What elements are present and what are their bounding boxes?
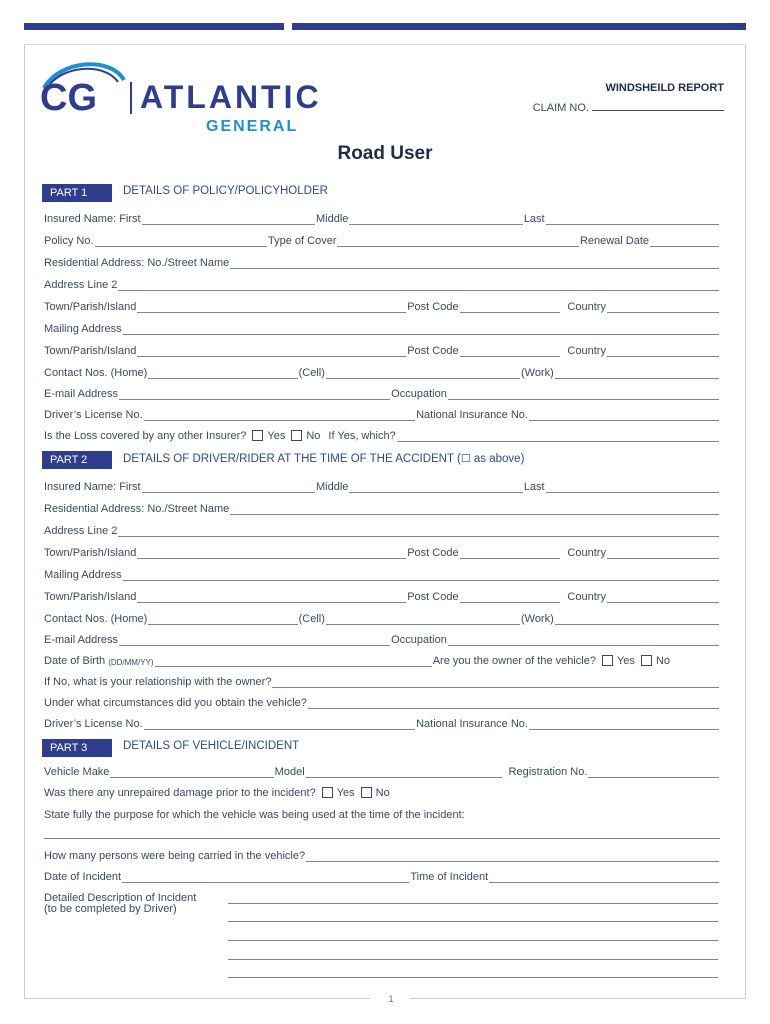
claim-label: CLAIM NO.	[532, 102, 589, 114]
checkbox-yes[interactable]	[252, 430, 263, 441]
part3-badge: PART 3	[42, 739, 112, 757]
svg-text:GENERAL: GENERAL	[206, 118, 299, 135]
report-title: WINDSHEILD REPORT	[605, 82, 724, 94]
p1-address2-row[interactable]: Address Line 2	[44, 277, 720, 291]
p2-mailing-row[interactable]: Mailing Address	[44, 567, 720, 581]
p1-residential-row[interactable]: Residential Address: No./Street Name	[44, 255, 720, 269]
p1-town2-row[interactable]: Town/Parish/Island Post Code Country	[44, 343, 720, 357]
checkbox-owner-no[interactable]	[641, 655, 652, 666]
p1-town-row[interactable]: Town/Parish/Island Post Code Country	[44, 299, 720, 313]
p1-license-row[interactable]: Driver’s License No. National Insurance No.	[44, 407, 720, 421]
part2-badge: PART 2	[42, 451, 112, 469]
p2-circumstances-row[interactable]: Under what circumstances did you obtain the vehicle?	[44, 695, 720, 709]
document-title: Road User	[337, 143, 433, 164]
p3-vehicle-row[interactable]: Vehicle Make Model Registration No.	[44, 764, 720, 778]
p2-town2-row[interactable]: Town/Parish/Island Post Code Country	[44, 589, 720, 603]
top-bar-left	[24, 23, 284, 30]
page-number: 1	[388, 994, 394, 1004]
desc-line-3[interactable]	[228, 940, 718, 941]
desc-line-5[interactable]	[228, 977, 718, 978]
p2-insured-name-row[interactable]: Insured Name: First Middle Last	[44, 479, 720, 493]
desc-line-2[interactable]	[228, 921, 718, 922]
part3-title: DETAILS OF VEHICLE/INCIDENT	[123, 740, 300, 752]
p1-mailing-row[interactable]: Mailing Address	[44, 321, 720, 335]
desc-line-4[interactable]	[228, 959, 718, 960]
p2-dob-row[interactable]: Date of Birth (DD/MM/YY) Are you the owner of the vehicle? Yes No	[44, 655, 670, 667]
checkbox-no[interactable]	[291, 430, 302, 441]
p2-residential-row[interactable]: Residential Address: No./Street Name	[44, 501, 720, 515]
part2-title: DETAILS OF DRIVER/RIDER AT THE TIME OF THE ACCIDENT (☐ as above)	[123, 453, 525, 465]
p1-insured-name-row[interactable]: Insured Name: First Middle Last	[44, 211, 720, 225]
p3-date-row[interactable]: Date of Incident Time of Incident	[44, 869, 720, 883]
part1-title: DETAILS OF POLICY/POLICYHOLDER	[123, 185, 328, 197]
desc-line-1[interactable]	[228, 903, 718, 904]
p2-contact-row[interactable]: Contact Nos. (Home) (Cell) (Work)	[44, 611, 720, 625]
svg-text:CG: CG	[40, 77, 97, 119]
p2-town-row[interactable]: Town/Parish/Island Post Code Country	[44, 545, 720, 559]
p2-address2-row[interactable]: Address Line 2	[44, 523, 720, 537]
p2-license-row[interactable]: Driver’s License No. National Insurance No.	[44, 716, 720, 730]
p1-policy-row[interactable]: Policy No. Type of Cover Renewal Date	[44, 233, 720, 247]
p1-contact-row[interactable]: Contact Nos. (Home) (Cell) (Work)	[44, 365, 720, 379]
p3-purpose-row: State fully the purpose for which the vehicle was being used at the time of the incident:	[44, 809, 465, 821]
p1-loss-row[interactable]: Is the Loss covered by any other Insurer? Yes No If Yes, which?	[44, 428, 720, 442]
claim-number-field[interactable]	[533, 101, 724, 114]
checkbox-damage-no[interactable]	[361, 787, 372, 798]
purpose-answer-line[interactable]	[44, 838, 720, 839]
checkbox-damage-yes[interactable]	[322, 787, 333, 798]
p3-damage-row[interactable]: Was there any unrepaired damage prior to the incident? Yes No	[44, 787, 390, 799]
cg-atlantic-general-logo	[40, 58, 360, 138]
part1-badge: PART 1	[42, 184, 112, 202]
checkbox-owner-yes[interactable]	[602, 655, 613, 666]
p3-persons-row[interactable]: How many persons were being carried in the vehicle?	[44, 848, 720, 862]
p2-email-row[interactable]: E-mail Address Occupation	[44, 632, 720, 646]
top-bar-right	[292, 23, 746, 30]
p1-email-row[interactable]: E-mail Address Occupation	[44, 386, 720, 400]
p2-relationship-row[interactable]: If No, what is your relationship with the owner?	[44, 674, 720, 688]
svg-text:ATLANTIC: ATLANTIC	[140, 79, 322, 115]
description-label: Detailed Description of Incident (to be completed by Driver)	[44, 892, 197, 915]
